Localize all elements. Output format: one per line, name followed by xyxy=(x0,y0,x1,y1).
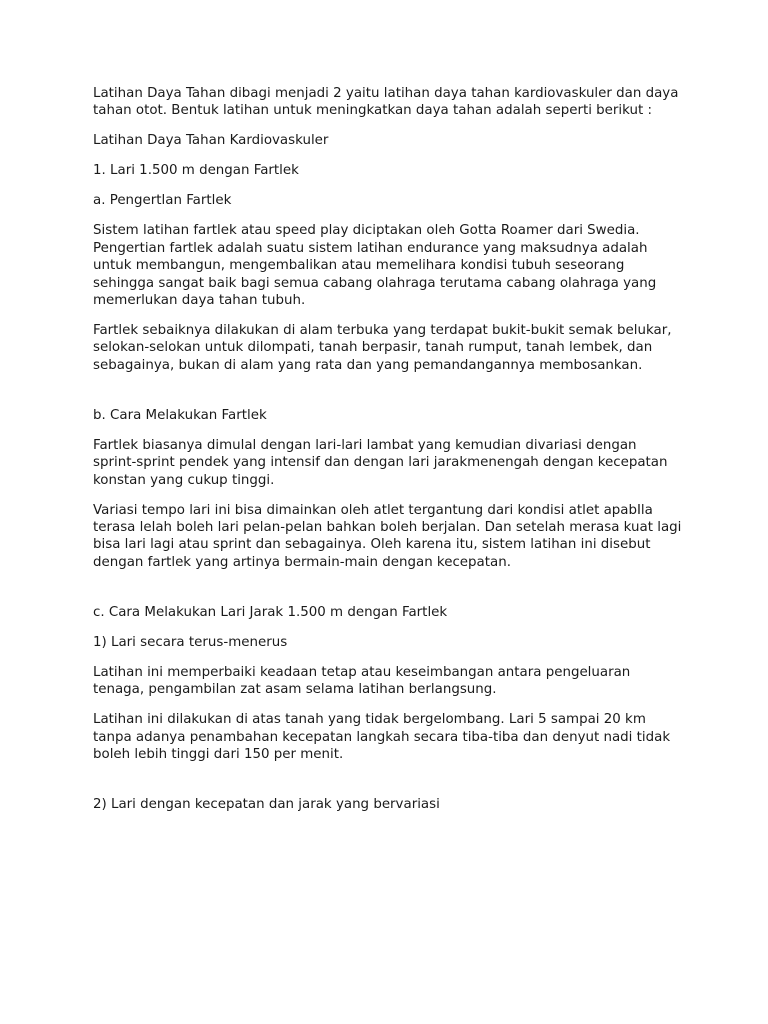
document-page xyxy=(93,85,683,826)
paragraph-lokasi-fartlek: Fartlek sebaiknya dilakukan di alam terbuka yang terdapat bukit-bukit semak belukar, selokan-selokan untuk dilompati, tanah berpasir, tanah rumput, tanah lembek, dan sebagainya, bukan di alam yang rata dan yang pemandangannya membosankan. xyxy=(93,323,672,373)
blank-line xyxy=(93,584,683,604)
section-heading-kardiovaskuler: Latihan Daya Tahan Kardiovaskuler xyxy=(93,133,329,149)
item-lari-terus-menerus: 1) Lari secara terus-menerus xyxy=(93,634,288,650)
paragraph-tanah-rata: Latihan ini dilakukan di atas tanah yang tidak bergelombang. Lari 5 sampai 20 km tanpa adanya penambahan kecepatan langkah secara tiba-tiba dan denyut nadi tidak boleh lebih tinggi dari 150 per menit. xyxy=(93,712,671,763)
item-lari-bervariasi: 2) Lari dengan kecepatan dan jarak yang bervariasi xyxy=(93,797,440,813)
paragraph-keseimbangan: Latihan ini memperbaiki keadaan tetap atau keseimbangan antara pengeluaran tenaga, pengambilan zat asam selama latihan berlangsung. xyxy=(93,664,631,698)
intro-paragraph: Latihan Daya Tahan dibagi menjadi 2 yaitu latihan daya tahan kardiovaskuler dan daya tahan otot. Bentuk latihan untuk meningkatkan daya tahan adalah seperti berikut : xyxy=(93,86,679,119)
paragraph-fartlek-biasanya: Fartlek biasanya dimulal dengan lari-lari lambat yang kemudian divariasi dengan sprint-sprint pendek yang intensif dan dengan lari jarakmenengah dengan kecepatan konstan yang cukup tinggi. xyxy=(93,437,668,488)
blank-line xyxy=(93,776,683,796)
subheading-cara-fartlek: b. Cara Melakukan Fartlek xyxy=(93,407,267,423)
subheading-pengertian-fartlek: a. Pengertlan Fartlek xyxy=(93,193,232,209)
paragraph-variasi-tempo: Variasi tempo lari ini bisa dimainkan oleh atlet tergantung dari kondisi atlet apabIla terasa lelah boleh lari pelan-pelan bahkan boleh berjalan. Dan setelah merasa kuat lagi bisa lari lagi atau sprint dan sebagainya. Oleh karena itu, sistem latihan ini disebut dengan fartlek yang artinya bermain-main dengan kecepatan. xyxy=(93,502,682,570)
paragraph-sistem-fartlek: Sistem latihan fartlek atau speed play diciptakan oleh Gotta Roamer dari Swedia. Pengertian fartlek adalah suatu sistem latihan endurance yang maksudnya adalah untuk membangun, mengembalikan atau memelihara kondisi tubuh seseorang sehingga sangat baik bagi semua cabang olahraga terutama cabang olahraga yang memerlukan daya tahan tubuh. xyxy=(93,223,657,309)
subheading-cara-lari-jarak: c. Cara Melakukan Lari Jarak 1.500 m dengan Fartlek xyxy=(93,604,448,620)
subsection-heading-lari-fartlek: 1. Lari 1.500 m dengan Fartlek xyxy=(93,163,299,179)
blank-line xyxy=(93,387,683,407)
